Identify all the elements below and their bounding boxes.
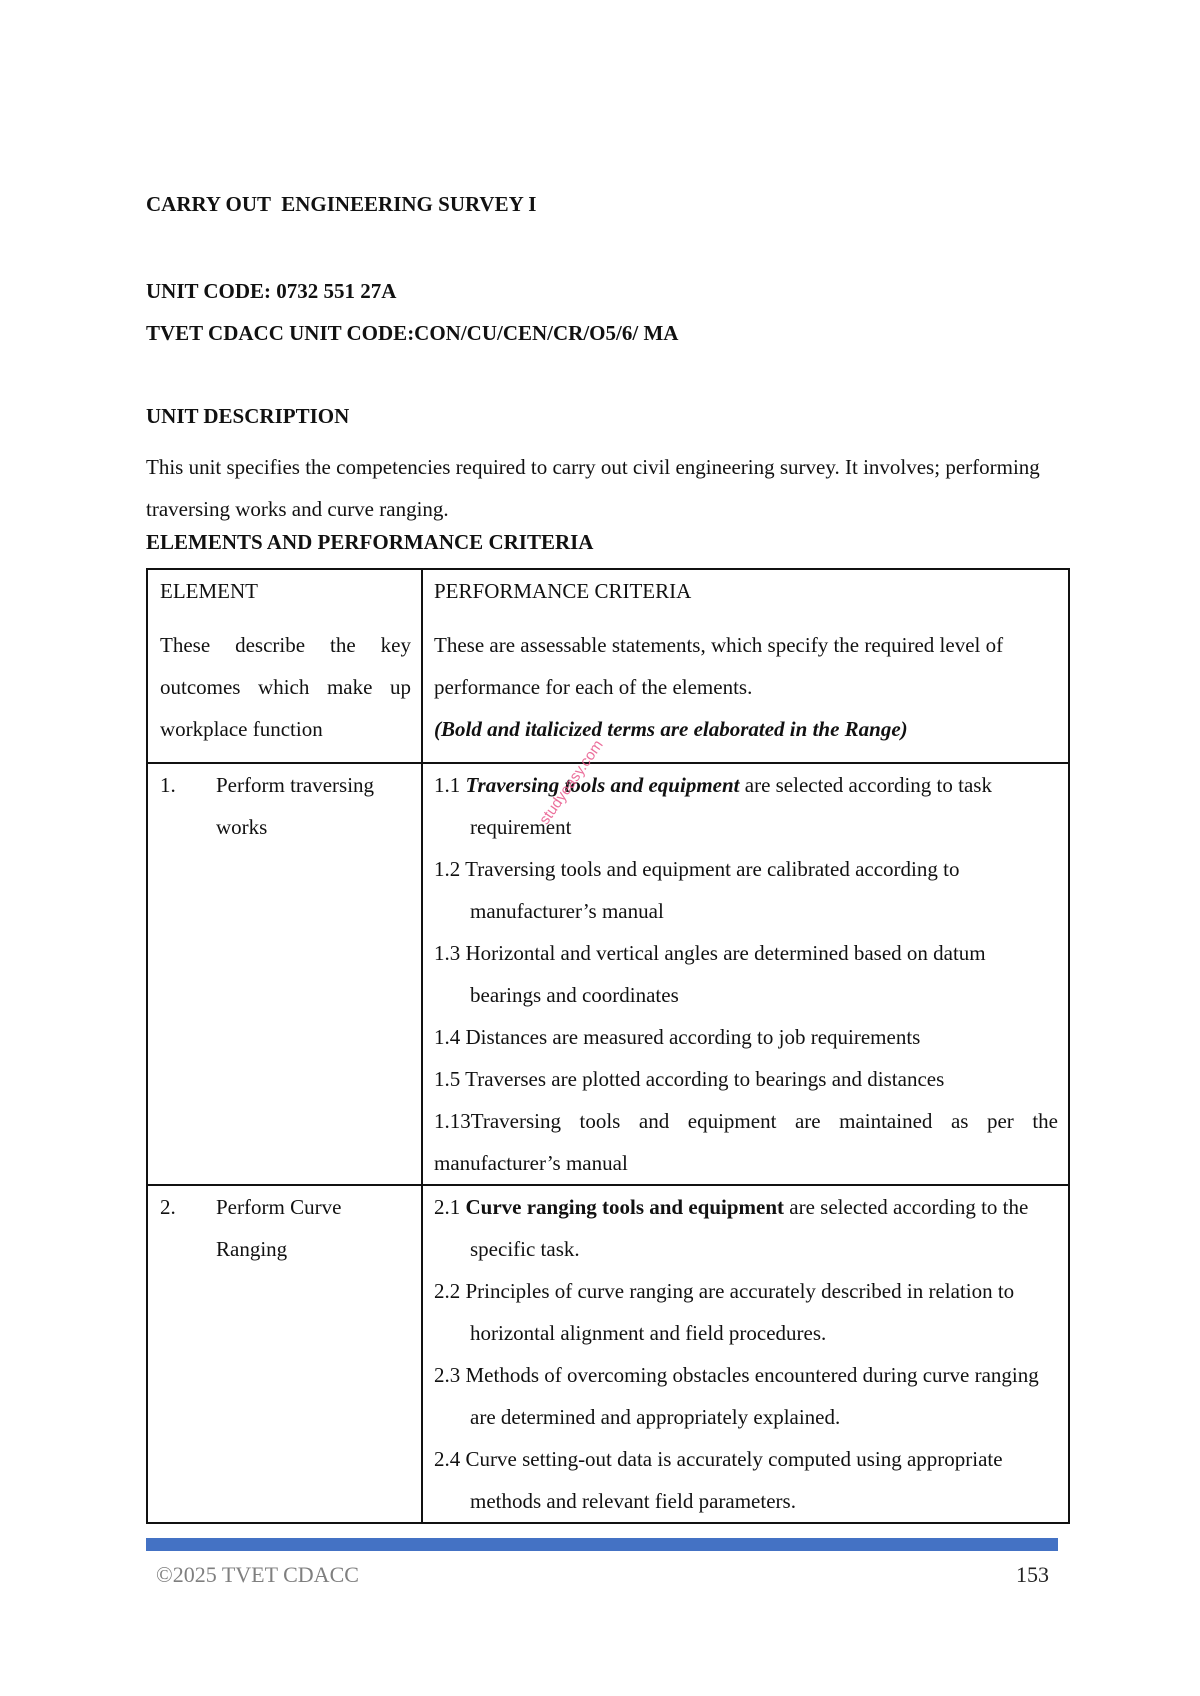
element-cell — [147, 763, 422, 1185]
criterion-item: 2.1 Curve ranging tools and equipment are selected according to the specific task. — [434, 1195, 1029, 1261]
elements-heading: ELEMENTS AND PERFORMANCE CRITERIA — [146, 530, 594, 554]
element-label: ELEMENT — [160, 579, 258, 603]
criterion-item: 1.5 Traverses are plotted according to bearings and distances — [434, 1067, 945, 1091]
tvet-unit-code: TVET CDACC UNIT CODE:CON/CU/CEN/CR/O5/6/ MA — [146, 321, 679, 345]
criteria-note: (Bold and italicized terms are elaborated in the Range) — [434, 717, 908, 741]
table-header-row — [147, 569, 1069, 763]
elements-criteria-table — [146, 568, 1070, 1524]
criteria-header-cell — [422, 569, 1069, 763]
unit-description-heading: UNIT DESCRIPTION — [146, 404, 350, 428]
criterion-item: 1.4 Distances are measured according to job requirements — [434, 1025, 921, 1049]
page-number: 153 — [1016, 1562, 1049, 1587]
element-name: Perform Curve Ranging — [216, 1195, 342, 1261]
criteria-cell — [422, 1185, 1069, 1523]
criteria-label: PERFORMANCE CRITERIA — [434, 579, 692, 603]
table-row — [147, 763, 1069, 1185]
table-row — [147, 1185, 1069, 1523]
criterion-item: 2.4 Curve setting-out data is accurately computed using appropriate methods and relevant field parameters. — [434, 1447, 1003, 1513]
criterion-item: 1.1 Traversing tools and equipment are selected according to task requirement — [434, 773, 992, 839]
criterion-item: 1.3 Horizontal and vertical angles are determined based on datum bearings and coordinates — [434, 941, 986, 1007]
element-header-cell — [147, 569, 422, 763]
criterion-item: 2.3 Methods of overcoming obstacles encountered during curve ranging are determined and appropriately explained. — [434, 1363, 1039, 1429]
criteria-cell — [422, 763, 1069, 1185]
unit-description-text: This unit specifies the competencies required to carry out civil engineering survey. It involves; performing traversing works and curve ranging. — [146, 455, 1040, 521]
criterion-item: 1.2 Traversing tools and equipment are calibrated according to manufacturer’s manual — [434, 857, 960, 923]
element-description: These describe the key outcomes which make up workplace function — [160, 633, 411, 741]
watermark: studyeasy.com — [536, 736, 607, 828]
criterion-item: 1.13Traversing tools and equipment are maintained as per the manufacturer’s manual — [434, 1109, 1058, 1175]
unit-title: CARRY OUT ENGINEERING SURVEY I — [146, 192, 537, 216]
element-name: Perform traversing works — [216, 773, 375, 839]
criterion-item: 2.2 Principles of curve ranging are accurately described in relation to horizontal alignment and field procedures. — [434, 1279, 1015, 1345]
footer-bar — [146, 1538, 1058, 1551]
criteria-description: These are assessable statements, which specify the required level of performance for each of the elements. — [434, 633, 1004, 699]
element-cell — [147, 1185, 422, 1523]
unit-code: UNIT CODE: 0732 551 27A — [146, 279, 397, 303]
element-number: 2. — [160, 1195, 176, 1219]
element-number: 1. — [160, 773, 176, 797]
footer-copyright: ©2025 TVET CDACC — [156, 1562, 359, 1587]
